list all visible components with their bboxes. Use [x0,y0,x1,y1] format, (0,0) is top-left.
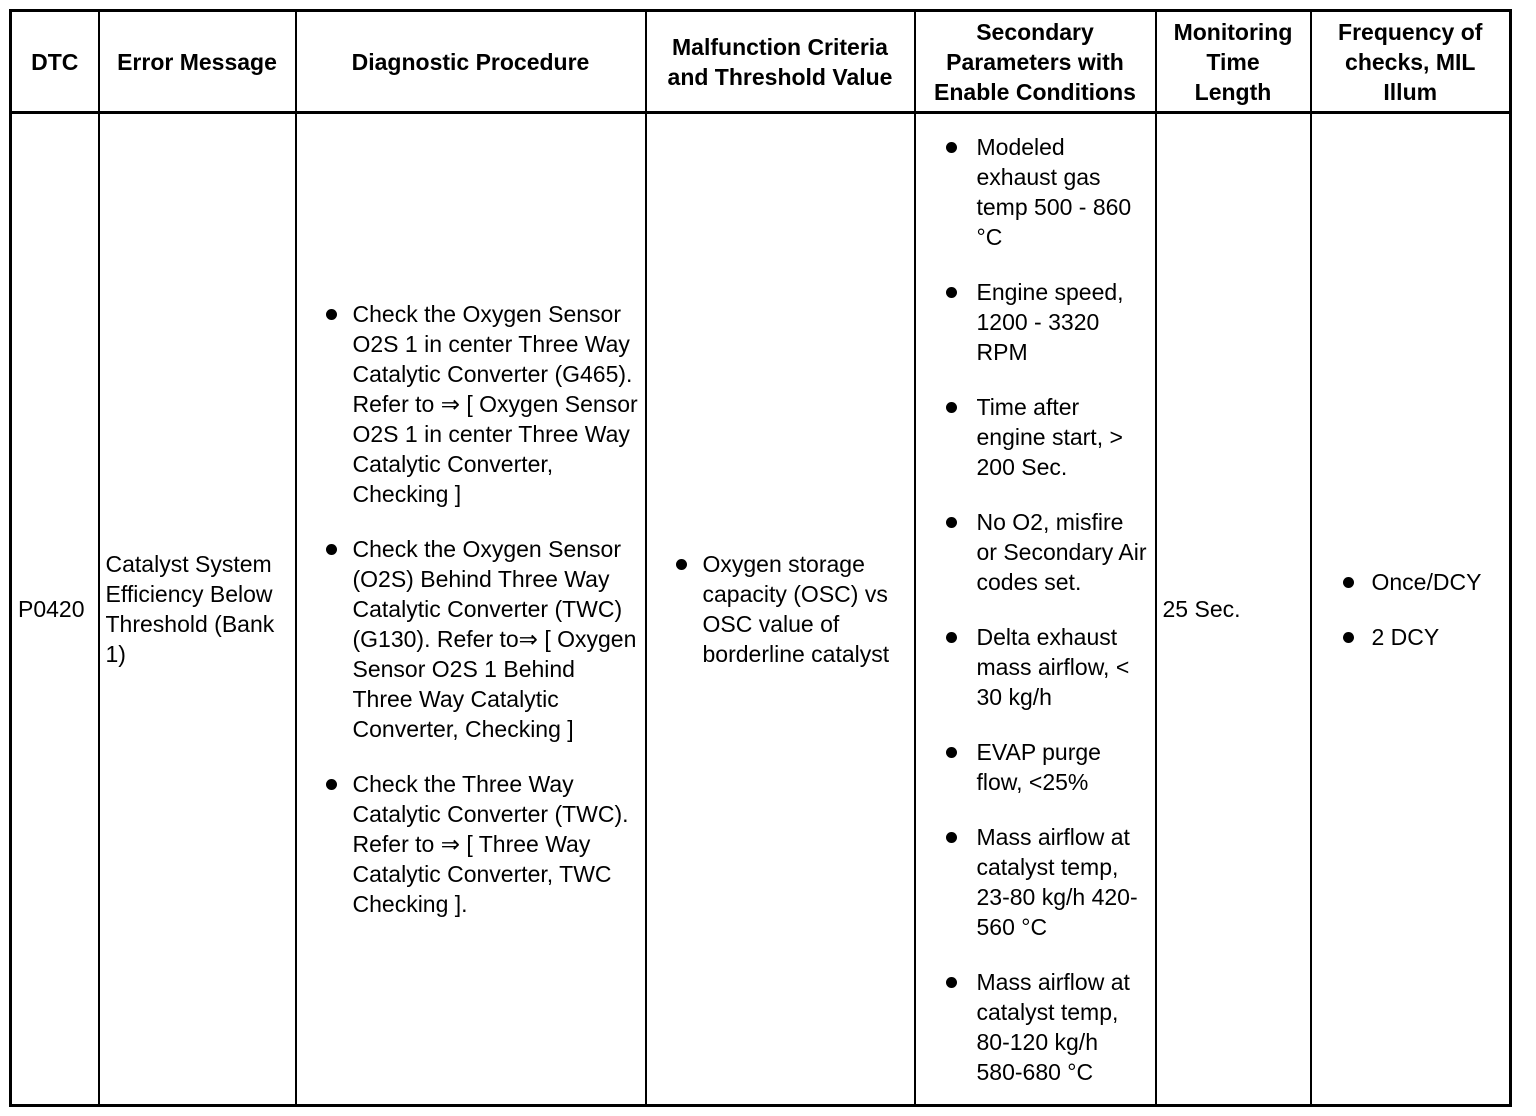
header-frequency [1311,11,1511,113]
secondary-list [922,132,1149,1087]
header-error-message: Error Message [99,11,296,113]
secondary-item: Delta exhaust mass airflow, < 30 kg/h [922,622,1149,712]
cell-monitoring-time: 25 Sec. [1156,113,1311,1106]
cell-dtc: P0420 [11,113,99,1106]
secondary-item: Engine speed, 1200 - 3320 RPM [922,277,1149,367]
header-frequency-line: Illum [1383,78,1438,105]
malfunction-list [653,549,908,669]
secondary-item: No O2, misfire or Secondary Air codes set. [922,507,1149,597]
cell-diagnostic-procedure [296,113,646,1106]
cell-malfunction-criteria [646,113,915,1106]
header-secondary-line: Parameters with [946,48,1124,75]
secondary-item: Time after engine start, > 200 Sec. [922,392,1149,482]
header-malfunction-criteria [646,11,915,113]
header-frequency-line: checks, MIL [1345,48,1476,75]
cell-secondary-parameters [915,113,1156,1106]
procedure-item: Check the Oxygen Sensor O2S 1 in center Three Way Catalytic Converter (G465). Refer to ⇒ [ Oxygen Sensor O2S 1 in center Three Way Catalytic Converter, Checking ] [303,299,639,509]
secondary-item: EVAP purge flow, <25% [922,737,1149,797]
header-malfunction-line: Malfunction Criteria [672,33,888,60]
table-row [11,113,1511,1106]
procedure-item: Check the Oxygen Sensor (O2S) Behind Three Way Catalytic Converter (TWC) (G130). Refer to⇒ [ Oxygen Sensor O2S 1 Behind Three Way Catalytic Converter, Checking ] [303,534,639,744]
procedure-item: Check the Three Way Catalytic Converter (TWC). Refer to ⇒ [ Three Way Catalytic Converter, TWC Checking ]. [303,769,639,919]
malfunction-item: Oxygen storage capacity (OSC) vs OSC value of borderline catalyst [653,549,908,669]
header-monitoring-line: Length [1194,78,1272,105]
procedure-list [303,299,639,919]
dtc-table [9,9,1512,1107]
frequency-item: Once/DCY [1318,567,1504,597]
header-row [11,11,1511,113]
header-monitoring-line: Monitoring [1173,18,1293,45]
frequency-item: 2 DCY [1318,622,1504,652]
header-secondary-line: Secondary [976,18,1094,45]
header-malfunction-line: and Threshold Value [667,63,893,90]
frequency-list [1318,567,1504,652]
header-dtc: DTC [11,11,99,113]
cell-frequency [1311,113,1511,1106]
header-monitoring-time [1156,11,1311,113]
header-secondary-parameters [915,11,1156,113]
header-frequency-line: Frequency of [1338,18,1483,45]
cell-error-message: Catalyst System Efficiency Below Threshold (Bank 1) [99,113,296,1106]
secondary-item: Mass airflow at catalyst temp, 80-120 kg/h 580-680 °C [922,967,1149,1087]
header-monitoring-line: Time [1206,48,1260,75]
header-secondary-line: Enable Conditions [934,78,1136,105]
secondary-item: Modeled exhaust gas temp 500 - 860 °C [922,132,1149,252]
secondary-item: Mass airflow at catalyst temp, 23-80 kg/h 420-560 °C [922,822,1149,942]
header-diagnostic-procedure: Diagnostic Procedure [296,11,646,113]
